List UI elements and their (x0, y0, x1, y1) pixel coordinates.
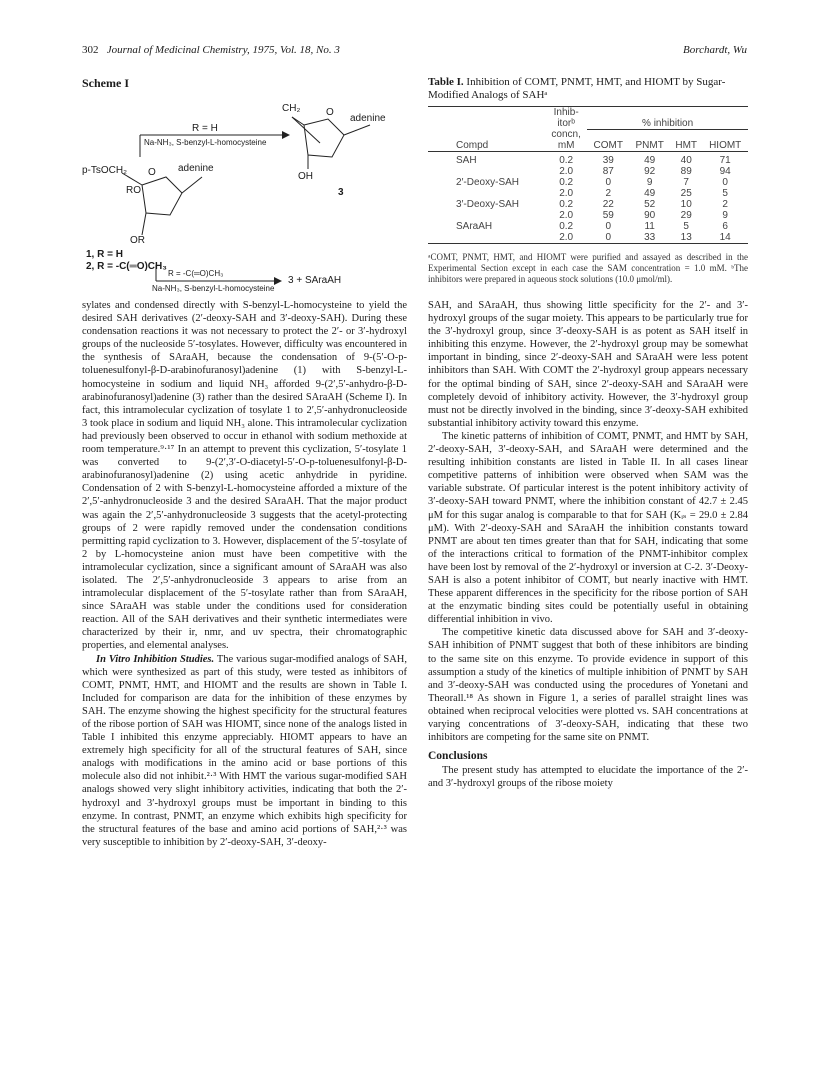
header-left (82, 44, 340, 56)
col-header-hiomt: HIOMT (709, 140, 742, 151)
cell-conc: 0.2 (559, 177, 574, 188)
right-paragraph-2: The kinetic patterns of inhibition of COMT, PNMT, and HMT by SAH, 2′-deoxy-SAH, 3′-deoxy-SAH, and SAraAH were determined and the resulting inhibition constants are listed in Table II. In all cases linear competitive patterns of inhibition were observed when SAM was the variable substrate. Of particular interest is the potent inhibitory activity of 3′-deoxy-SAH toward PNMT, where the inhibition constant of 42.7 ± 2.45 μM for this sugar analog is comparable to that for SAH (Kᵢₛ = 29.0 ± 2.84 μM). With 2′-deoxy-SAH and SAraAH the inhibition constants toward PNMT are about ten times greater than that for SAH, indicating that some of the interactions critical to formation of the PNMT-inhibitor complex have been lost by removal of the 2′-hydroxyl or inversion at C-2. 3′-Deoxy-SAH is also a potent inhibitor of COMT, but nearly inactive with HMT. These apparent differences in the specificity for the ribose portion of SAH at the enzymatic binding sites could be potentially useful in obtaining differential inhibition in vivo. (428, 430, 748, 626)
cell-hmt: 7 (683, 177, 689, 188)
right-paragraph-3: The competitive kinetic data discussed above for SAH and 3′-deoxy-SAH inhibition of PNMT suggest that both of these inhibitors are binding to the same site on this enzyme. To provide evidence in support of this assumption a study of the kinetics of multiple inhibition of PNMT by SAH and 3′-deoxy-SAH was conducted using the procedures of Yonetani and Theorall.¹⁸ As shown in Figure 1, a series of parallel straight lines was obtained when reciprocal velocities were plotted vs. SAH concentrations at varying concentrations of 3′-deoxy-SAH, indicating that these two inhibitors are competing for the same site on PNMT. (428, 627, 748, 744)
label-adenine-1: adenine (178, 163, 214, 174)
in-vitro-text: The various sugar-modified analogs of SAH, which were synthesized as part of this study, were tested as inhibitors of COMT, PNMT, HMT, and HIOMT and the results are shown in Table I. Included for comparison are data for the inhibition of these enzymes by SAH. The enzyme showing the highest specificity for the structural features of the ribose portion of SAH was HIOMT, since none of the analogs listed in Table I inhibited this enzyme appreciably. HIOMT appears to have an extremely high specificity for all of the structural features of SAH, since analogs with modifications in the amino acid or base portions of this molecule also did not inhibit.²·³ With HMT the various sugar-modified SAH analogs showed very slight inhibitory activities, indicating that both the 2′-hydroxyl and 3′-hydroxyl groups must be important in binding to this enzyme. In contrast, PNMT, an enzyme which exhibits high specificity for the structural features of the base and amino acid portions of SAH,²·³ was very susceptible to inhibition by 2′-deoxy-SAH, 3′-deoxy- (82, 653, 407, 848)
table-row (428, 152, 748, 167)
cell-hiomt: 0 (722, 177, 728, 188)
label-r-eq-ac: R = -C(═O)CH₃ (168, 269, 224, 278)
body-paragraph-1: sylates and condensed directly with S-benzyl-L-homocysteine to yield the desired SAH derivatives (2′-deoxy-SAH and 3′-deoxy-SAH). During these condensation reactions it was not necessary to protect the 2′- or 3′-hydroxyl groups of the nucleoside 5′-tosylates. However, difficulty was encountered in the synthesis of SAraAH, because the condensation of 9-(5′-O-p-toluenesulfonyl-β-D-arabinofuranosyl)adenine (1) with S-benzyl-L-homocysteine in sodium and liquid NH₃ afforded 9-(2′,5′-anhydro-β-D-arabinofuranosyl)adenine (3) rather than the desired SAraAH (Scheme I). In fact, this intramolecular cyclization of tosylate 1 to 2′,5′-anhydronucleoside 3 took place in sodium and liquid NH₃ alone. This intramolecular cyclization had previously been observed to occur in ethanol with sodium methoxide at room temperature.⁹·¹⁷ In an attempt to prevent this cyclization, 5′-tosylate 1 was converted to 9-(2′,3′-O-diacetyl-5′-O-p-toluenesulfonyl-β-D-arabinofuranosyl)adenine (2) using acetic anhydride in pyridine. Condensation of 2 with S-benzyl-L-homocysteine afforded a mixture of the 2′,5′-anhydronucleoside 3 and the desired SAraAH. That the major product was again the 2′,5′-anhydronucleoside 3 suggests that the acetyl-protecting groups of 2 were rapidly removed under the condensation conditions permitting rapid cyclization to 3. However, displacement of the 5′-tosylate of 2 by L-homocysteine anion must have been competitive with the intramolecular cyclization, since a significant amount of SAraAH was also isolated. The 2′,5′-anhydronucleoside 3 appears to arise from an intramolecular displacement of the 5′-tosylate rather than from SAraAH, since SAraAH was stable under the conditions used for consideration reaction. All of the SAH derivatives and their synthetic intermediates were characterized by their ir, nmr, and uv spectra, their chromatographic properties, and elemental analyses. (82, 300, 407, 652)
cell-conc: 0.2 (559, 155, 574, 166)
right-column (428, 76, 748, 790)
label-compound-3: 3 (338, 187, 344, 198)
cell-hiomt: 94 (719, 166, 731, 177)
col-header-inhibition: % inhibition (642, 117, 694, 129)
table-caption (428, 76, 748, 102)
cell-conc: 0.2 (559, 199, 574, 210)
label-reagent-1: Na-NH₃, S-benzyl-L-homocysteine (144, 138, 267, 147)
cell-pnmt: 49 (644, 155, 656, 166)
cell-hmt: 25 (680, 188, 692, 199)
bond-adenine-3 (344, 125, 370, 135)
cell-comt: 2 (605, 188, 612, 199)
label-o-ring-3: O (326, 107, 334, 118)
cell-hiomt: 2 (722, 199, 728, 210)
cell-hmt: 40 (680, 155, 692, 166)
in-vitro-heading: In Vitro Inhibition Studies. (96, 653, 215, 665)
cell-compd: SAH (456, 155, 477, 166)
table-row (428, 177, 748, 188)
col-header-conc-4: mM (557, 140, 575, 151)
cell-compd (428, 232, 545, 244)
cell-comt: 22 (602, 199, 614, 210)
cell-compd (428, 166, 545, 177)
col-header-hmt: HMT (675, 140, 698, 151)
cell-comt: 87 (602, 166, 614, 177)
cell-conc: 2.0 (559, 188, 574, 199)
table-row (428, 199, 748, 210)
table-row (428, 232, 748, 244)
label-oh-3: OH (298, 171, 313, 182)
cell-comt: 59 (602, 210, 614, 221)
ring-compound-1 (142, 177, 182, 215)
right-paragraph-1: SAH, and SAraAH, thus showing little specificity for the 2′- and 3′-hydroxyl groups of the sugar moiety. This appears to be particularly true for the 3′-hydroxyl group, since 3′-deoxy-SAH is as potent as SAH itself in inhibiting this enzyme. However, the 2′-hydroxyl group may be somewhat important in binding, since 2′-deoxy-SAH and SAraAH were less potent inhibitors than SAH. With COMT the 2′-hydroxyl group appears necessary for the optimal binding of SAH, since 2′-deoxy-SAH and SAraAH were completely devoid of inhibitory activity. However, the 3′-hydroxyl group must not be directly involved in the binding, since 3′-deoxy-SAH exhibited substantial inhibitory activity toward this enzyme. (428, 300, 748, 429)
cell-pnmt: 9 (646, 177, 653, 188)
cell-hiomt: 5 (722, 188, 728, 199)
cell-compd: SAraAH (456, 221, 493, 232)
scheme-title: Scheme I (82, 76, 129, 90)
label-ptsoch2: p-TsOCH₂ (82, 165, 127, 176)
conclusions-heading: Conclusions (428, 750, 488, 763)
cell-pnmt: 92 (644, 166, 656, 177)
cell-conc: 2.0 (559, 210, 574, 221)
table-row (428, 188, 748, 199)
cell-hiomt: 9 (722, 210, 728, 221)
bond-adenine-1 (182, 177, 202, 193)
label-ch2: CH₂ (282, 103, 301, 114)
arrow-lower-head (274, 277, 282, 285)
table-footnote: ᵃCOMT, PNMT, HMT, and HIOMT were purified and assayed as described in the Experimental Section except in each case the SAM concentration = 1.0 mM. ᵇThe inhibitors were prepared in aqueous stock solutions (10.0 μmol/ml). (428, 252, 748, 284)
col-header-conc-3: concn, (551, 129, 581, 140)
label-reagent-2: Na-NH₃, S-benzyl-L-homocysteine (152, 284, 275, 293)
cell-compd (428, 188, 545, 199)
conclusions-paragraph: The present study has attempted to elucidate the importance of the 2′- and 3′-hydroxyl groups of the ribose moiety (428, 765, 748, 790)
cell-hmt: 89 (680, 166, 692, 177)
cell-compd (428, 210, 545, 221)
page-number: 302 (82, 44, 99, 56)
running-header (82, 44, 747, 60)
label-or: OR (130, 235, 145, 246)
cell-comt: 0 (605, 221, 612, 232)
inhibition-table (428, 106, 748, 244)
left-column (82, 76, 407, 849)
cell-conc: 2.0 (559, 232, 574, 243)
table-row (428, 210, 748, 221)
cell-conc: 2.0 (559, 166, 574, 177)
header-authors: Borchardt, Wu (683, 44, 747, 56)
cell-conc: 0.2 (559, 221, 574, 232)
cell-compd: 3′-Deoxy-SAH (456, 199, 520, 210)
cell-hmt: 29 (680, 210, 692, 221)
col-header-comt: COMT (593, 140, 623, 151)
col-header-pnmt: PNMT (635, 140, 664, 151)
col-header-conc-2: itorᵇ (557, 118, 575, 129)
cell-hiomt: 6 (722, 221, 728, 232)
table-row (428, 221, 748, 232)
journal-citation: Journal of Medicinal Chemistry, 1975, Vol. 18, No. 3 (106, 44, 340, 56)
table-row (428, 166, 748, 177)
cell-comt: 39 (602, 155, 614, 166)
cell-compd: 2′-Deoxy-SAH (456, 177, 520, 188)
table-label: Table I. (428, 76, 464, 88)
in-vitro-paragraph (82, 653, 407, 849)
cell-comt: 0 (605, 177, 612, 188)
cell-hmt: 10 (680, 199, 692, 210)
col-header-conc-1: Inhib- (553, 107, 579, 118)
label-product: 3 + SAraAH (288, 275, 342, 286)
label-ro: RO (126, 185, 141, 196)
label-o-ring-1: O (148, 167, 156, 178)
scheme-diagram (82, 95, 407, 295)
cell-pnmt: 33 (644, 232, 656, 243)
cell-pnmt: 11 (644, 221, 655, 232)
col-header-compd: Compd (456, 140, 489, 151)
cell-pnmt: 52 (644, 199, 656, 210)
cell-comt: 0 (605, 232, 612, 243)
cell-pnmt: 49 (644, 188, 656, 199)
cell-hmt: 5 (683, 221, 689, 232)
cell-pnmt: 90 (644, 210, 656, 221)
cell-hiomt: 14 (719, 232, 731, 243)
ring-compound-3 (304, 119, 344, 157)
arrow-upper-head (282, 131, 290, 139)
label-compound-2: 2, R = -C(═O)CH₃ (86, 261, 167, 272)
table-caption-text: Inhibition of COMT, PNMT, HMT, and HIOMT by Sugar-Modified Analogs of SAHᵃ (428, 76, 726, 101)
cell-hmt: 13 (680, 232, 692, 243)
label-r-eq-h: R = H (192, 123, 218, 134)
cell-hiomt: 71 (719, 155, 731, 166)
bond-or (142, 213, 146, 235)
label-compound-1: 1, R = H (86, 249, 123, 260)
table-body (428, 152, 748, 244)
label-adenine-3: adenine (350, 113, 386, 124)
